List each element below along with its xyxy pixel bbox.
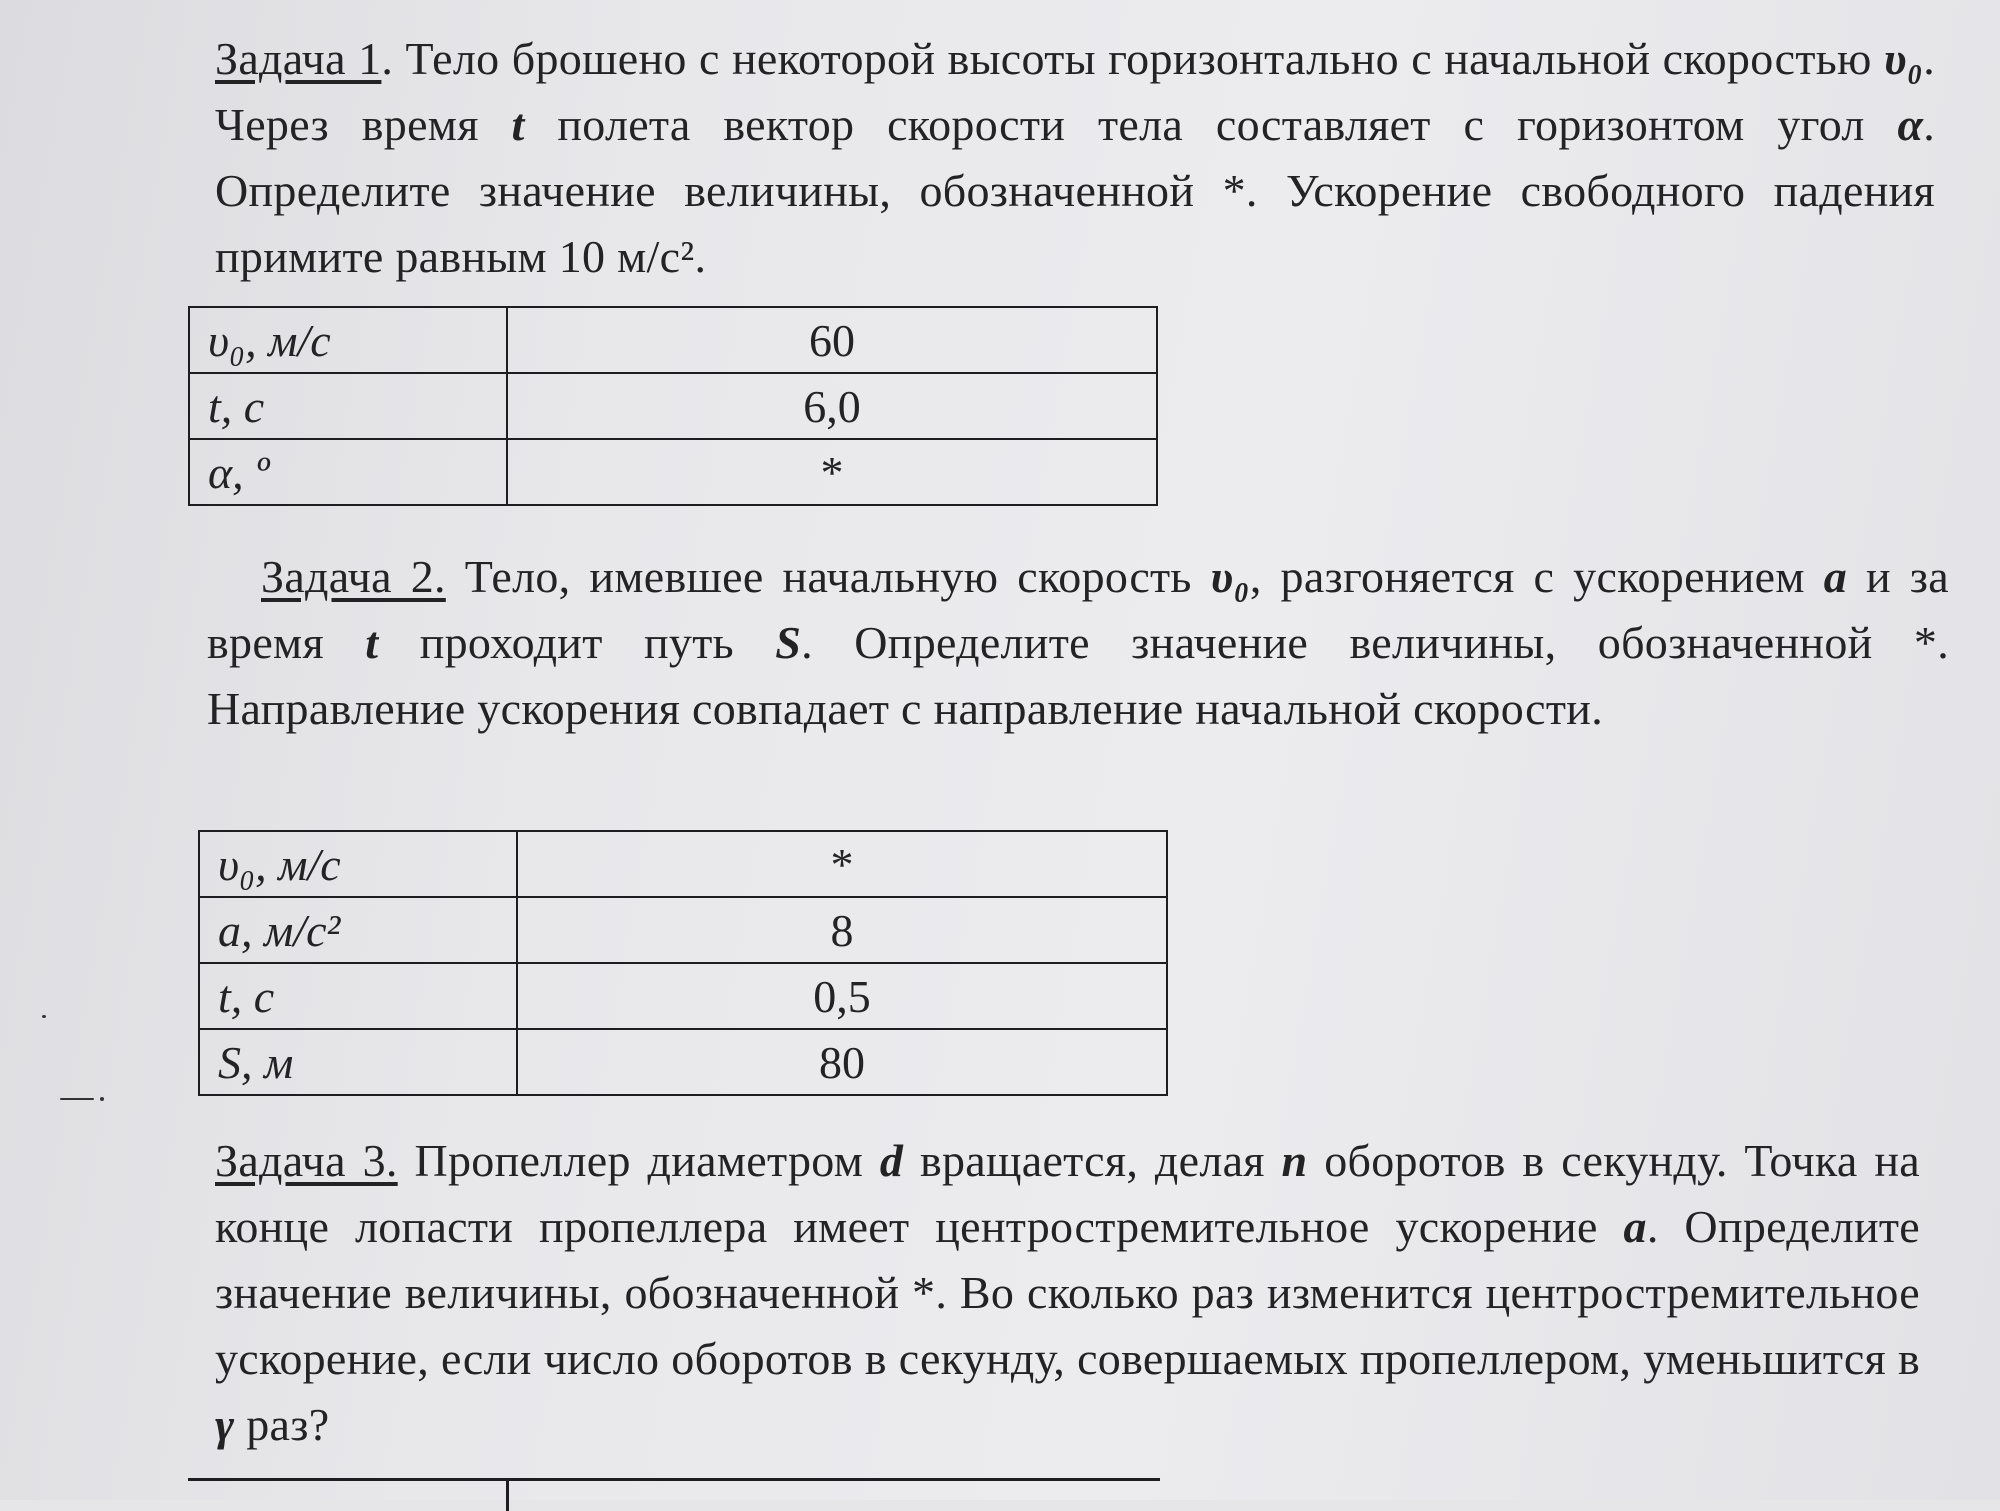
table-label-cell: α, º — [189, 439, 507, 505]
task-1-text-part: . Определите значение величины, обозначенной *. Ускорение свободного падения примите равным 10 м/с². — [215, 99, 1935, 282]
task-2-variable: a — [1823, 551, 1848, 602]
table-value-cell: 60 — [507, 307, 1157, 373]
table-value-cell: 0,5 — [517, 963, 1167, 1029]
table-label-cell: t, с — [199, 963, 517, 1029]
table-label-cell: υ₀, м/с — [189, 307, 507, 373]
table-value-cell: * — [507, 439, 1157, 505]
task-1-heading: Задача 1 — [215, 33, 382, 84]
paper-speck — [42, 1015, 46, 1018]
table-label-cell: υ₀, м/с — [199, 831, 517, 897]
task-1-text-part: полета вектор скорости тела составляет с горизонтом угол — [524, 99, 1898, 150]
task-3-variable: a — [1623, 1201, 1647, 1252]
table-row — [189, 439, 1157, 505]
task-3-heading: Задача 3. — [215, 1135, 398, 1186]
table-label-cell: S, м — [199, 1029, 517, 1095]
table-value-cell: 80 — [517, 1029, 1167, 1095]
task-2-text-part: и за время — [207, 551, 1949, 668]
table-row — [189, 307, 1157, 373]
task-3-variable: n — [1281, 1135, 1308, 1186]
task-1-variable: α — [1897, 99, 1924, 150]
table-value-cell: * — [517, 831, 1167, 897]
table-label-cell: a, м/с² — [199, 897, 517, 963]
task-1-text-part: . Через время — [215, 33, 1935, 150]
task-3-variable: γ — [215, 1399, 235, 1450]
task-3-text-part: вращается, делая — [903, 1135, 1282, 1186]
table-row — [199, 897, 1167, 963]
task-2-variable: S — [775, 617, 802, 668]
task-3-text — [215, 1128, 1920, 1458]
task-3-variable: d — [879, 1135, 904, 1186]
task-3-text-part: оборотов в секунду. Точка на конце лопасти пропеллера имеет центростремительное ускорение — [215, 1135, 1920, 1252]
task-1-table — [188, 306, 1158, 506]
task-2-text-part: Тело, имевшее начальную скорость — [445, 551, 1211, 602]
task-2-variable: υ₀ — [1210, 551, 1250, 602]
task-3-text-part: Пропеллер диаметром — [397, 1135, 880, 1186]
table-divider — [506, 1481, 509, 1511]
table-row — [199, 963, 1167, 1029]
paper-speck — [60, 1098, 94, 1100]
task-2-text-part: . Определите значение величины, обозначенной *. Направление ускорения совпадает с направление начальной скорости. — [207, 617, 1949, 734]
table-label-cell: t, с — [189, 373, 507, 439]
task-2-variable: t — [365, 617, 379, 668]
task-2-text-part: проходит путь — [378, 617, 776, 668]
table-row — [189, 373, 1157, 439]
task-1-text — [215, 26, 1935, 290]
task-2-heading: Задача 2. — [261, 551, 446, 602]
task-3-text-part: раз? — [234, 1399, 330, 1450]
table-row — [199, 1029, 1167, 1095]
task-3-text-part: . Определите значение величины, обозначенной *. Во сколько раз изменится центростремительное ускорение, если число оборотов в секунду, совершаемых пропеллером, уменьшится в — [215, 1201, 1920, 1384]
paper-speck — [100, 1097, 104, 1101]
task-2-text-part: , разгоняется с ускорением — [1249, 551, 1824, 602]
table-value-cell: 6,0 — [507, 373, 1157, 439]
task-2-text — [207, 544, 1949, 742]
task-1-variable: υ₀ — [1884, 33, 1924, 84]
task-1-variable: t — [511, 99, 525, 150]
task-3-table-top-edge — [188, 1478, 1160, 1511]
table-value-cell: 8 — [517, 897, 1167, 963]
task-1-text-part: . Тело брошено с некоторой высоты горизонтально с начальной скоростью — [381, 33, 1885, 84]
task-2-table — [198, 830, 1168, 1096]
table-row — [199, 831, 1167, 897]
